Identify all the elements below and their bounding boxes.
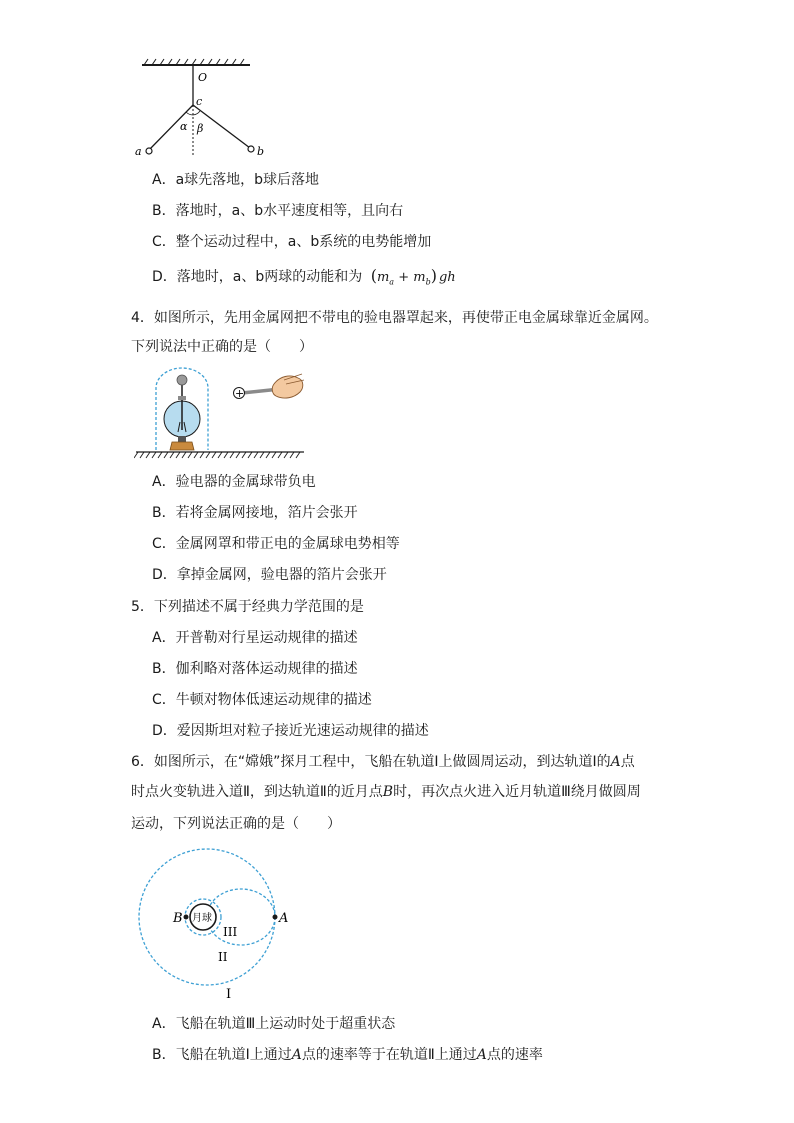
- label-c: c: [196, 95, 203, 108]
- hand-icon: [272, 376, 303, 398]
- label-orbit-1: I: [226, 987, 232, 1002]
- q6-figure: [130, 842, 290, 1007]
- q4-option-b[interactable]: [152, 504, 358, 522]
- option-text: 飞船在轨道Ⅲ上运动时处于超重状态: [175, 1016, 396, 1032]
- q3-option-c[interactable]: [152, 233, 431, 251]
- q4-stem-line1: 4．如图所示，先用金属网把不带电的验电器罩起来，再使带正电金属球靠近金属网。: [131, 310, 658, 326]
- label-B: B: [173, 911, 183, 926]
- option-letter: C．: [152, 536, 176, 552]
- option-letter: A．: [152, 1016, 176, 1032]
- q6-stem-line2: 时点火变轨进入道Ⅱ，到达轨道Ⅱ的近月点B时，再次点火进入近月轨道Ⅲ绕月做圆周: [131, 784, 641, 800]
- label-O: O: [198, 71, 208, 84]
- option-letter: D．: [152, 723, 177, 739]
- option-letter: A．: [152, 474, 176, 490]
- option-text: 爱因斯坦对粒子接近光速运动规律的描述: [176, 723, 429, 739]
- ball-a: [146, 148, 152, 154]
- option-letter: B．: [152, 203, 176, 219]
- option-letter: B．: [152, 661, 176, 677]
- label-a: a: [135, 145, 142, 158]
- q5-stem: 5．下列描述不属于经典力学范围的是: [131, 599, 364, 615]
- option-letter: C．: [152, 692, 176, 708]
- q3-figure: [130, 55, 280, 165]
- label-b: b: [257, 145, 265, 158]
- electroscope-base: [170, 442, 194, 450]
- q6-stem-line1: 6．如图所示，在“嫦娥”探月工程中，飞船在轨道Ⅰ上做圆周运动，到达轨道Ⅰ的A点: [131, 754, 635, 770]
- option-text: 落地时，a、b水平速度相等，且向右: [175, 203, 404, 219]
- option-letter: D．: [152, 567, 177, 583]
- option-text: 飞船在轨道Ⅰ上通过: [175, 1047, 292, 1063]
- option-letter: C．: [152, 234, 176, 250]
- option-text: 伽利略对落体运动规律的描述: [175, 661, 358, 677]
- kinetic-energy-formula: $(m_a + m_b)$ gh: [370, 266, 456, 287]
- q4-option-a[interactable]: [152, 473, 316, 491]
- option-text: 验电器的金属球带负电: [175, 474, 316, 490]
- q6-option-b[interactable]: B．飞船在轨道Ⅰ上通过A点的速率等于在轨道Ⅱ上通过A点的速率: [152, 1047, 543, 1063]
- option-text: 若将金属网接地，箔片会张开: [175, 505, 358, 521]
- q3-option-d[interactable]: [152, 267, 456, 292]
- label-beta: β: [197, 122, 204, 135]
- ball-b: [248, 146, 254, 152]
- option-letter: A．: [152, 172, 176, 188]
- point-a: [273, 915, 278, 920]
- q6-option-a[interactable]: [152, 1015, 395, 1033]
- moon-label: 月球: [192, 913, 212, 924]
- label-orbit-3: III: [223, 925, 238, 939]
- option-text: 整个运动过程中，a、b系统的电势能增加: [175, 234, 432, 250]
- option-text: 拿掉金属网，验电器的箔片会张开: [176, 567, 387, 583]
- plus-sign: +: [235, 387, 245, 400]
- option-text: a球先落地，b球后落地: [175, 172, 320, 188]
- label-alpha: α: [180, 120, 188, 133]
- option-letter: D．: [152, 269, 177, 285]
- point-b: [184, 915, 189, 920]
- q3-option-a[interactable]: [152, 171, 319, 189]
- q5-option-d[interactable]: [152, 722, 429, 740]
- label-A: A: [279, 911, 289, 926]
- option-letter: A．: [152, 630, 176, 646]
- q3-option-b[interactable]: [152, 202, 403, 220]
- q5-option-b[interactable]: [152, 660, 358, 678]
- q4-stem-line2: 下列说法中正确的是（ ）: [131, 339, 313, 355]
- option-text: 金属网罩和带正电的金属球电势相等: [175, 536, 400, 552]
- electroscope-top-ball: [177, 375, 187, 385]
- option-text: 牛顿对物体低速运动规律的描述: [175, 692, 372, 708]
- q4-option-c[interactable]: [152, 535, 400, 553]
- q6-stem-line3: 运动，下列说法正确的是（ ）: [131, 816, 341, 832]
- option-text: 落地时，a、b两球的动能和为: [176, 269, 363, 285]
- q5-option-c[interactable]: [152, 691, 372, 709]
- label-orbit-2: II: [218, 950, 228, 964]
- q5-option-a[interactable]: [152, 629, 358, 647]
- q4-option-d[interactable]: [152, 566, 387, 584]
- option-text: 开普勒对行星运动规律的描述: [175, 630, 358, 646]
- q4-figure: [134, 366, 314, 462]
- option-letter: B．: [152, 505, 176, 521]
- option-letter: B．: [152, 1047, 176, 1063]
- orbit-2: [207, 889, 275, 945]
